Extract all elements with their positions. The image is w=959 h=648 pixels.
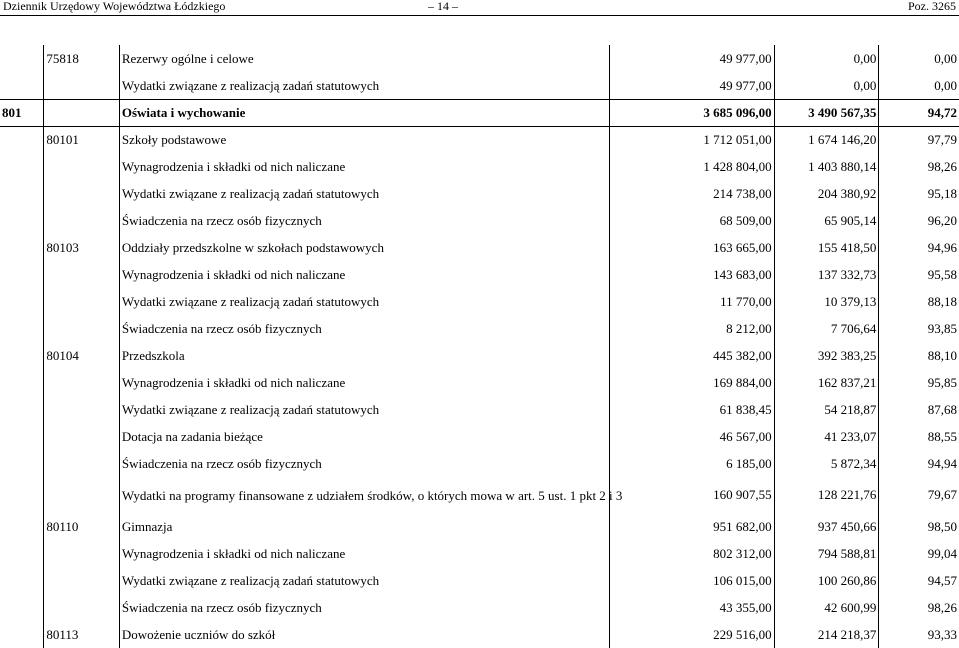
item-name-cell: Wydatki związane z realizacją zadań statutowych: [119, 396, 610, 423]
rozdzial-cell: [44, 567, 120, 594]
executed-amount-cell: 54 218,87: [774, 396, 879, 423]
executed-amount-cell: 5 872,34: [774, 450, 879, 477]
dzial-cell: [0, 423, 44, 450]
table-row: [0, 180, 959, 207]
executed-amount-cell: 42 600,99: [774, 594, 879, 621]
rozdzial-cell: [44, 153, 120, 180]
plan-amount-cell: 106 015,00: [610, 567, 774, 594]
item-name-cell: Świadczenia na rzecz osób fizycznych: [119, 450, 610, 477]
item-name-cell: Wydatki związane z realizacją zadań statutowych: [119, 180, 610, 207]
dzial-cell: [0, 153, 44, 180]
executed-amount-cell: 794 588,81: [774, 540, 879, 567]
rozdzial-cell: [44, 73, 120, 99]
plan-amount-cell: 802 312,00: [610, 540, 774, 567]
chapter-row: [0, 621, 959, 648]
chapter-row: [0, 342, 959, 369]
rozdzial-cell: [44, 180, 120, 207]
table-row: [0, 477, 959, 513]
plan-amount-cell: 61 838,45: [610, 396, 774, 423]
percent-cell: 95,85: [879, 369, 959, 396]
executed-amount-cell: 41 233,07: [774, 423, 879, 450]
executed-amount-cell: 128 221,76: [774, 477, 879, 513]
item-name-cell: Wydatki związane z realizacją zadań statutowych: [119, 73, 610, 99]
item-name-cell: Oświata i wychowanie: [119, 99, 610, 126]
table-row: [0, 73, 959, 99]
rozdzial-cell: [44, 99, 120, 126]
item-name-cell: Wydatki na programy finansowane z udziałem środków, o których mowa w art. 5 ust. 1 pkt 2 i 3: [119, 477, 610, 513]
plan-amount-cell: 49 977,00: [610, 73, 774, 99]
executed-amount-cell: 137 332,73: [774, 261, 879, 288]
percent-cell: 88,55: [879, 423, 959, 450]
dzial-cell: [0, 621, 44, 648]
executed-amount-cell: 0,00: [774, 73, 879, 99]
chapter-row: [0, 45, 959, 73]
dzial-cell: [0, 73, 44, 99]
percent-cell: 97,79: [879, 126, 959, 153]
percent-cell: 95,58: [879, 261, 959, 288]
executed-amount-cell: 100 260,86: [774, 567, 879, 594]
rozdzial-cell: [44, 450, 120, 477]
percent-cell: 96,20: [879, 207, 959, 234]
percent-cell: 0,00: [879, 45, 959, 73]
rozdzial-cell: 75818: [44, 45, 120, 73]
executed-amount-cell: 10 379,13: [774, 288, 879, 315]
table-row: [0, 594, 959, 621]
item-name-cell: Szkoły podstawowe: [119, 126, 610, 153]
dzial-cell: 801: [0, 99, 44, 126]
rozdzial-cell: [44, 261, 120, 288]
rozdzial-cell: [44, 477, 120, 513]
executed-amount-cell: 1 674 146,20: [774, 126, 879, 153]
item-name-cell: Wynagrodzenia i składki od nich naliczane: [119, 261, 610, 288]
dzial-cell: [0, 450, 44, 477]
dzial-cell: [0, 477, 44, 513]
dzial-cell: [0, 540, 44, 567]
percent-cell: 98,50: [879, 513, 959, 540]
plan-amount-cell: 49 977,00: [610, 45, 774, 73]
rozdzial-cell: 80110: [44, 513, 120, 540]
percent-cell: 95,18: [879, 180, 959, 207]
dzial-cell: [0, 126, 44, 153]
rozdzial-cell: [44, 423, 120, 450]
executed-amount-cell: 65 905,14: [774, 207, 879, 234]
percent-cell: 0,00: [879, 73, 959, 99]
percent-cell: 98,26: [879, 594, 959, 621]
dzial-cell: [0, 594, 44, 621]
rozdzial-cell: 80103: [44, 234, 120, 261]
dzial-cell: [0, 513, 44, 540]
percent-cell: 94,57: [879, 567, 959, 594]
plan-amount-cell: 229 516,00: [610, 621, 774, 648]
plan-amount-cell: 160 907,55: [610, 477, 774, 513]
table-row: [0, 207, 959, 234]
page-number: – 14 –: [428, 0, 458, 13]
plan-amount-cell: 214 738,00: [610, 180, 774, 207]
executed-amount-cell: 937 450,66: [774, 513, 879, 540]
percent-cell: 99,04: [879, 540, 959, 567]
dzial-cell: [0, 234, 44, 261]
executed-amount-cell: 1 403 880,14: [774, 153, 879, 180]
executed-amount-cell: 392 383,25: [774, 342, 879, 369]
item-name-cell: Przedszkola: [119, 342, 610, 369]
rozdzial-cell: [44, 594, 120, 621]
table-row: [0, 423, 959, 450]
table-row: [0, 288, 959, 315]
dzial-cell: [0, 207, 44, 234]
item-name-cell: Dotacja na zadania bieżące: [119, 423, 610, 450]
table-row: [0, 567, 959, 594]
plan-amount-cell: 1 428 804,00: [610, 153, 774, 180]
plan-amount-cell: 11 770,00: [610, 288, 774, 315]
dzial-cell: [0, 180, 44, 207]
dzial-cell: [0, 288, 44, 315]
item-name-cell: Świadczenia na rzecz osób fizycznych: [119, 207, 610, 234]
plan-amount-cell: 3 685 096,00: [610, 99, 774, 126]
dzial-cell: [0, 369, 44, 396]
percent-cell: 93,85: [879, 315, 959, 342]
item-name-cell: Gimnazja: [119, 513, 610, 540]
dzial-cell: [0, 45, 44, 73]
table-row: [0, 450, 959, 477]
item-name-cell: Wydatki związane z realizacją zadań statutowych: [119, 288, 610, 315]
rozdzial-cell: [44, 396, 120, 423]
table-row: [0, 369, 959, 396]
item-name-cell: Świadczenia na rzecz osób fizycznych: [119, 315, 610, 342]
executed-amount-cell: 7 706,64: [774, 315, 879, 342]
percent-cell: 93,33: [879, 621, 959, 648]
plan-amount-cell: 43 355,00: [610, 594, 774, 621]
section-row: [0, 99, 959, 126]
item-name-cell: Wydatki związane z realizacją zadań statutowych: [119, 567, 610, 594]
item-name-cell: Wynagrodzenia i składki od nich naliczane: [119, 153, 610, 180]
dzial-cell: [0, 315, 44, 342]
table-row: [0, 315, 959, 342]
budget-table-body: [0, 45, 959, 648]
percent-cell: 94,96: [879, 234, 959, 261]
dzial-cell: [0, 261, 44, 288]
chapter-row: [0, 513, 959, 540]
rozdzial-cell: 80101: [44, 126, 120, 153]
rozdzial-cell: [44, 315, 120, 342]
table-row: [0, 540, 959, 567]
page-header: [0, 0, 959, 14]
item-name-cell: Rezerwy ogólne i celowe: [119, 45, 610, 73]
journal-title: Dziennik Urzędowy Województwa Łódzkiego: [3, 0, 226, 13]
rozdzial-cell: [44, 288, 120, 315]
executed-amount-cell: 0,00: [774, 45, 879, 73]
executed-amount-cell: 214 218,37: [774, 621, 879, 648]
plan-amount-cell: 169 884,00: [610, 369, 774, 396]
plan-amount-cell: 163 665,00: [610, 234, 774, 261]
percent-cell: 98,26: [879, 153, 959, 180]
header-rule: [0, 15, 959, 16]
position-number: Poz. 3265: [908, 0, 956, 13]
item-name-cell: Wynagrodzenia i składki od nich naliczane: [119, 540, 610, 567]
plan-amount-cell: 8 212,00: [610, 315, 774, 342]
rozdzial-cell: [44, 207, 120, 234]
percent-cell: 88,10: [879, 342, 959, 369]
budget-table: [0, 45, 959, 648]
executed-amount-cell: 155 418,50: [774, 234, 879, 261]
dzial-cell: [0, 396, 44, 423]
percent-cell: 79,67: [879, 477, 959, 513]
rozdzial-cell: [44, 540, 120, 567]
table-row: [0, 396, 959, 423]
plan-amount-cell: 68 509,00: [610, 207, 774, 234]
percent-cell: 87,68: [879, 396, 959, 423]
rozdzial-cell: 80104: [44, 342, 120, 369]
percent-cell: 88,18: [879, 288, 959, 315]
plan-amount-cell: 1 712 051,00: [610, 126, 774, 153]
item-name-cell: Oddziały przedszkolne w szkołach podstawowych: [119, 234, 610, 261]
item-name-cell: Świadczenia na rzecz osób fizycznych: [119, 594, 610, 621]
executed-amount-cell: 162 837,21: [774, 369, 879, 396]
percent-cell: 94,94: [879, 450, 959, 477]
chapter-row: [0, 234, 959, 261]
item-name-cell: Dowożenie uczniów do szkół: [119, 621, 610, 648]
table-row: [0, 153, 959, 180]
plan-amount-cell: 143 683,00: [610, 261, 774, 288]
chapter-row: [0, 126, 959, 153]
table-row: [0, 261, 959, 288]
executed-amount-cell: 204 380,92: [774, 180, 879, 207]
plan-amount-cell: 445 382,00: [610, 342, 774, 369]
plan-amount-cell: 951 682,00: [610, 513, 774, 540]
executed-amount-cell: 3 490 567,35: [774, 99, 879, 126]
dzial-cell: [0, 342, 44, 369]
item-name-cell: Wynagrodzenia i składki od nich naliczane: [119, 369, 610, 396]
percent-cell: 94,72: [879, 99, 959, 126]
plan-amount-cell: 46 567,00: [610, 423, 774, 450]
dzial-cell: [0, 567, 44, 594]
plan-amount-cell: 6 185,00: [610, 450, 774, 477]
rozdzial-cell: 80113: [44, 621, 120, 648]
rozdzial-cell: [44, 369, 120, 396]
